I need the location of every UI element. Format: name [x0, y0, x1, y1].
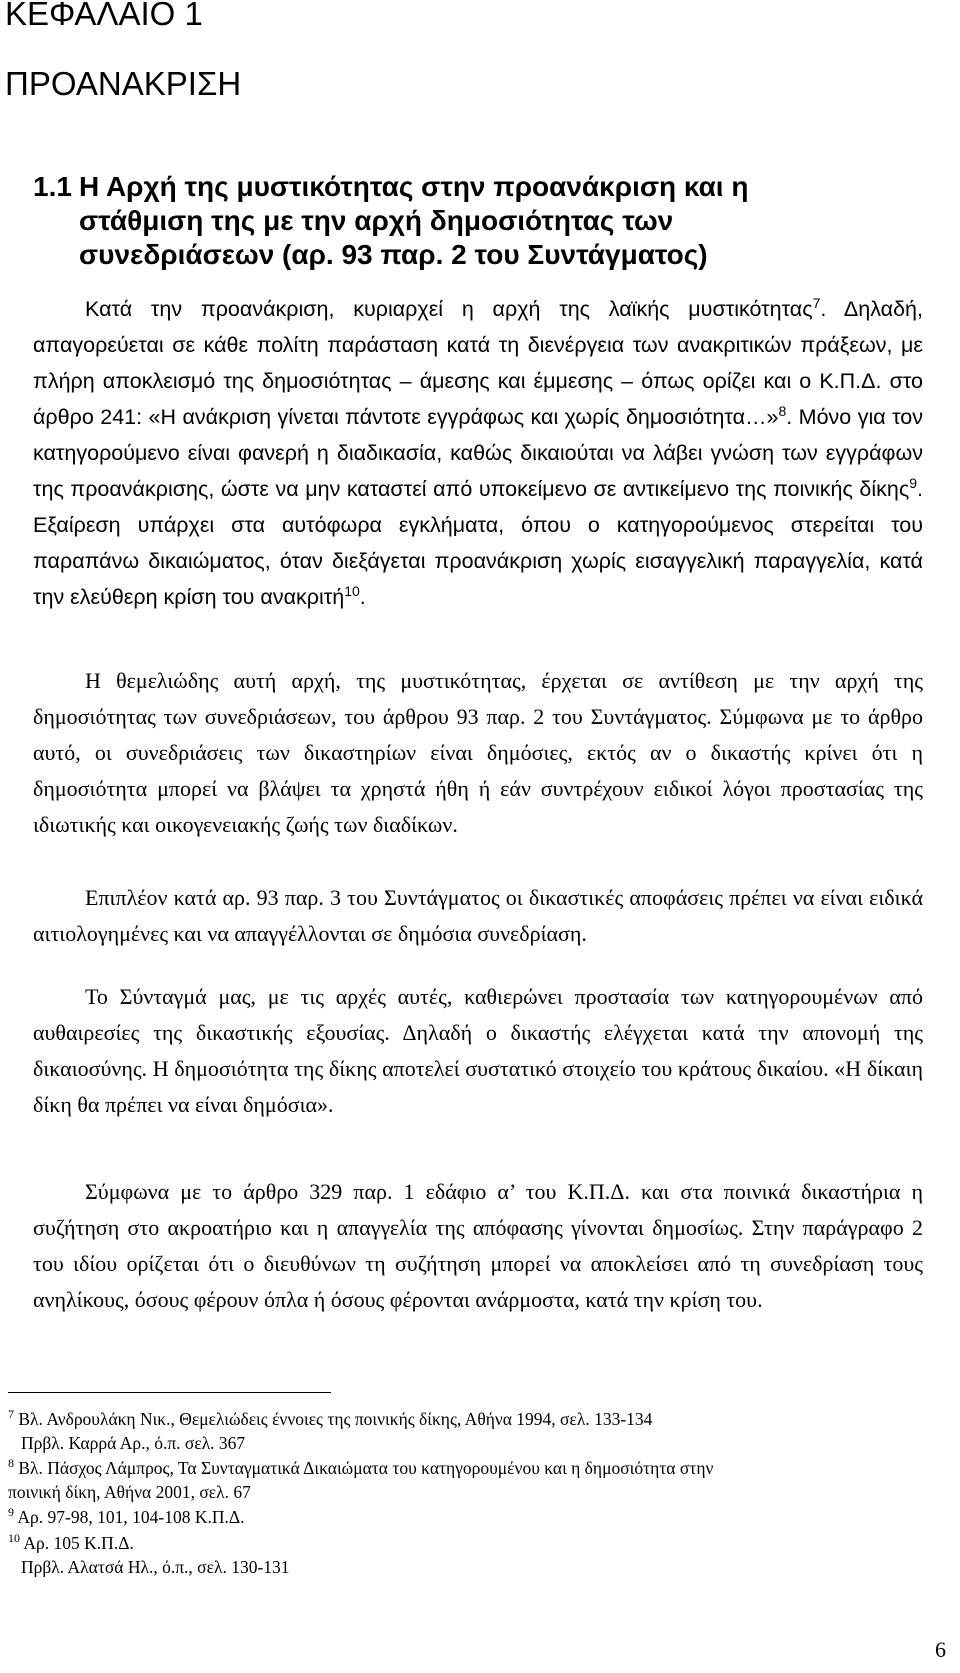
- footnote-ref-7: 7: [812, 294, 821, 311]
- footnote-text: Πρβλ. Αλατσά Ηλ., ό.π., σελ. 130-131: [21, 1557, 290, 1577]
- section-heading: [33, 170, 903, 272]
- page-number: 6: [935, 1637, 946, 1662]
- paragraph-5: [33, 1174, 923, 1318]
- paragraph-4: [33, 979, 923, 1123]
- chapter-title: ΠΡΟΑΝΑΚΡΙΣΗ: [5, 65, 242, 102]
- paragraph-3: [33, 880, 923, 952]
- paragraph-1: [33, 291, 923, 615]
- section-title-line3: συνεδριάσεων (αρ. 93 παρ. 2 του Συντάγματος): [79, 239, 708, 270]
- p1-text-a: Κατά την προανάκριση, κυριαρχεί η αρχή της λαϊκής μυστικότητας: [85, 297, 813, 321]
- p1-text-b: . Δηλαδή, απαγορεύεται σε κάθε πολίτη παράσταση κατά τη διενέργεια των ανακριτικών πράξεων, με πλήρη αποκλεισμό της δημοσιότητας – άμεσης και έμμεσης – όπως ορίζει και ο Κ.Π.Δ. στο άρθρο 241: «Η ανάκριση γίνεται πάντοτε εγγράφως και χωρίς δημοσιότητα…»: [33, 297, 923, 429]
- p3-text: Επιπλέον κατά αρ. 93 παρ. 3 του Συντάγματος οι δικαστικές αποφάσεις πρέπει να είναι ειδικά αιτιολογημένες και να απαγγέλλονται σε δημόσια συνεδρίαση.: [33, 885, 923, 946]
- p1-text-d: . Εξαίρεση υπάρχει στα αυτόφωρα εγκλήματα, όπου ο κατηγορούμενος στερείται του παραπάνω δικαιώματος, όταν διεξάγεται προανάκριση χωρίς εισαγγελική παραγγελία, κατά την ελεύθερη κρίση του ανακριτή: [33, 477, 923, 609]
- chapter-heading: ΚΕΦΑΛΑΙΟ 1: [5, 0, 203, 32]
- footnote-number: 7: [8, 1407, 14, 1422]
- footnote-text: Αρ. 105 Κ.Π.Δ.: [23, 1533, 134, 1553]
- footnote-text: Πρβλ. Καρρά Αρ., ό.π. σελ. 367: [21, 1433, 246, 1453]
- footnote-8: [8, 1456, 928, 1504]
- paragraph-2: [33, 663, 923, 843]
- footnote-number: 8: [8, 1456, 14, 1471]
- footnote-ref-9: 9: [909, 474, 918, 491]
- footnote-text: ποινική δίκη, Αθήνα 2001, σελ. 67: [8, 1482, 251, 1502]
- footnote-ref-10: 10: [344, 582, 360, 599]
- p1-text-c: . Μόνο για τον κατηγορούμενο είναι φανερή η διαδικασία, καθώς δικαιούται να λάβει γνώση των εγγράφων της προανάκρισης, ώστε να μην καταστεί από υποκείμενο σε αντικείμενο της ποινικής δίκης: [33, 405, 923, 501]
- footnote-7: [8, 1407, 928, 1455]
- footnote-number: 9: [8, 1505, 14, 1520]
- footnote-text: Αρ. 97-98, 101, 104-108 Κ.Π.Δ.: [17, 1507, 245, 1527]
- footnote-ref-8: 8: [778, 402, 787, 419]
- p5-text: Σύμφωνα με το άρθρο 329 παρ. 1 εδάφιο α’ του Κ.Π.Δ. και στα ποινικά δικαστήρια η συζήτηση στο ακροατήριο και η απαγγελία της απόφασης γίνονται δημοσίως. Στην παράγραφο 2 του ιδίου ορίζεται ότι ο διευθύνων τη συζήτηση μπορεί να αποκλείσει από τη συνεδρίαση τους ανηλίκους, όσους φέρουν όπλα ή όσους φέρονται ανάρμοστα, κατά την κρίση του.: [33, 1179, 923, 1312]
- footnote-9: [8, 1505, 928, 1529]
- p1-text-e: .: [359, 585, 366, 609]
- footnote-text: Βλ. Πάσχος Λάμπρος, Τα Συνταγματικά Δικαιώματα του κατηγορουμένου και η δημοσιότητα στην: [18, 1458, 714, 1478]
- section-number: 1.1: [33, 171, 72, 202]
- p2-text: Η θεμελιώδης αυτή αρχή, της μυστικότητας, έρχεται σε αντίθεση με την αρχή της δημοσιότητας των συνεδριάσεων, του άρθρου 93 παρ. 2 του Συντάγματος. Σύμφωνα με το άρθρο αυτό, οι συνεδριάσεις των δικαστηρίων είναι δημόσιες, εκτός αν ο δικαστής κρίνει ότι η δημοσιότητα μπορεί να βλάψει τα χρηστά ήθη ή εάν συντρέχουν ειδικοί λόγοι προστασίας της ιδιωτικής και οικογενειακής ζωής των διαδίκων.: [33, 668, 923, 837]
- p4-text: Το Σύνταγμά μας, με τις αρχές αυτές, καθιερώνει προστασία των κατηγορουμένων από αυθαιρεσίες της δικαστικής εξουσίας. Δηλαδή ο δικαστής ελέγχεται κατά την απονομή της δικαιοσύνης. Η δημοσιότητα της δίκης αποτελεί συστατικό στοιχείο του κράτους δικαίου. «Η δίκαιη δίκη θα πρέπει να είναι δημόσια».: [33, 984, 923, 1117]
- section-title-line2: στάθμιση της με την αρχή δημοσιότητας των: [79, 205, 674, 236]
- footnote-separator: [8, 1392, 331, 1393]
- footnote-number: 10: [8, 1531, 20, 1546]
- footnote-text: Βλ. Ανδρουλάκη Νικ., Θεμελιώδεις έννοιες της ποινικής δίκης, Αθήνα 1994, σελ. 133-134: [18, 1409, 653, 1429]
- footnote-10: [8, 1531, 928, 1579]
- section-title-line1: Η Αρχή της μυστικότητας στην προανάκριση και η: [79, 171, 749, 202]
